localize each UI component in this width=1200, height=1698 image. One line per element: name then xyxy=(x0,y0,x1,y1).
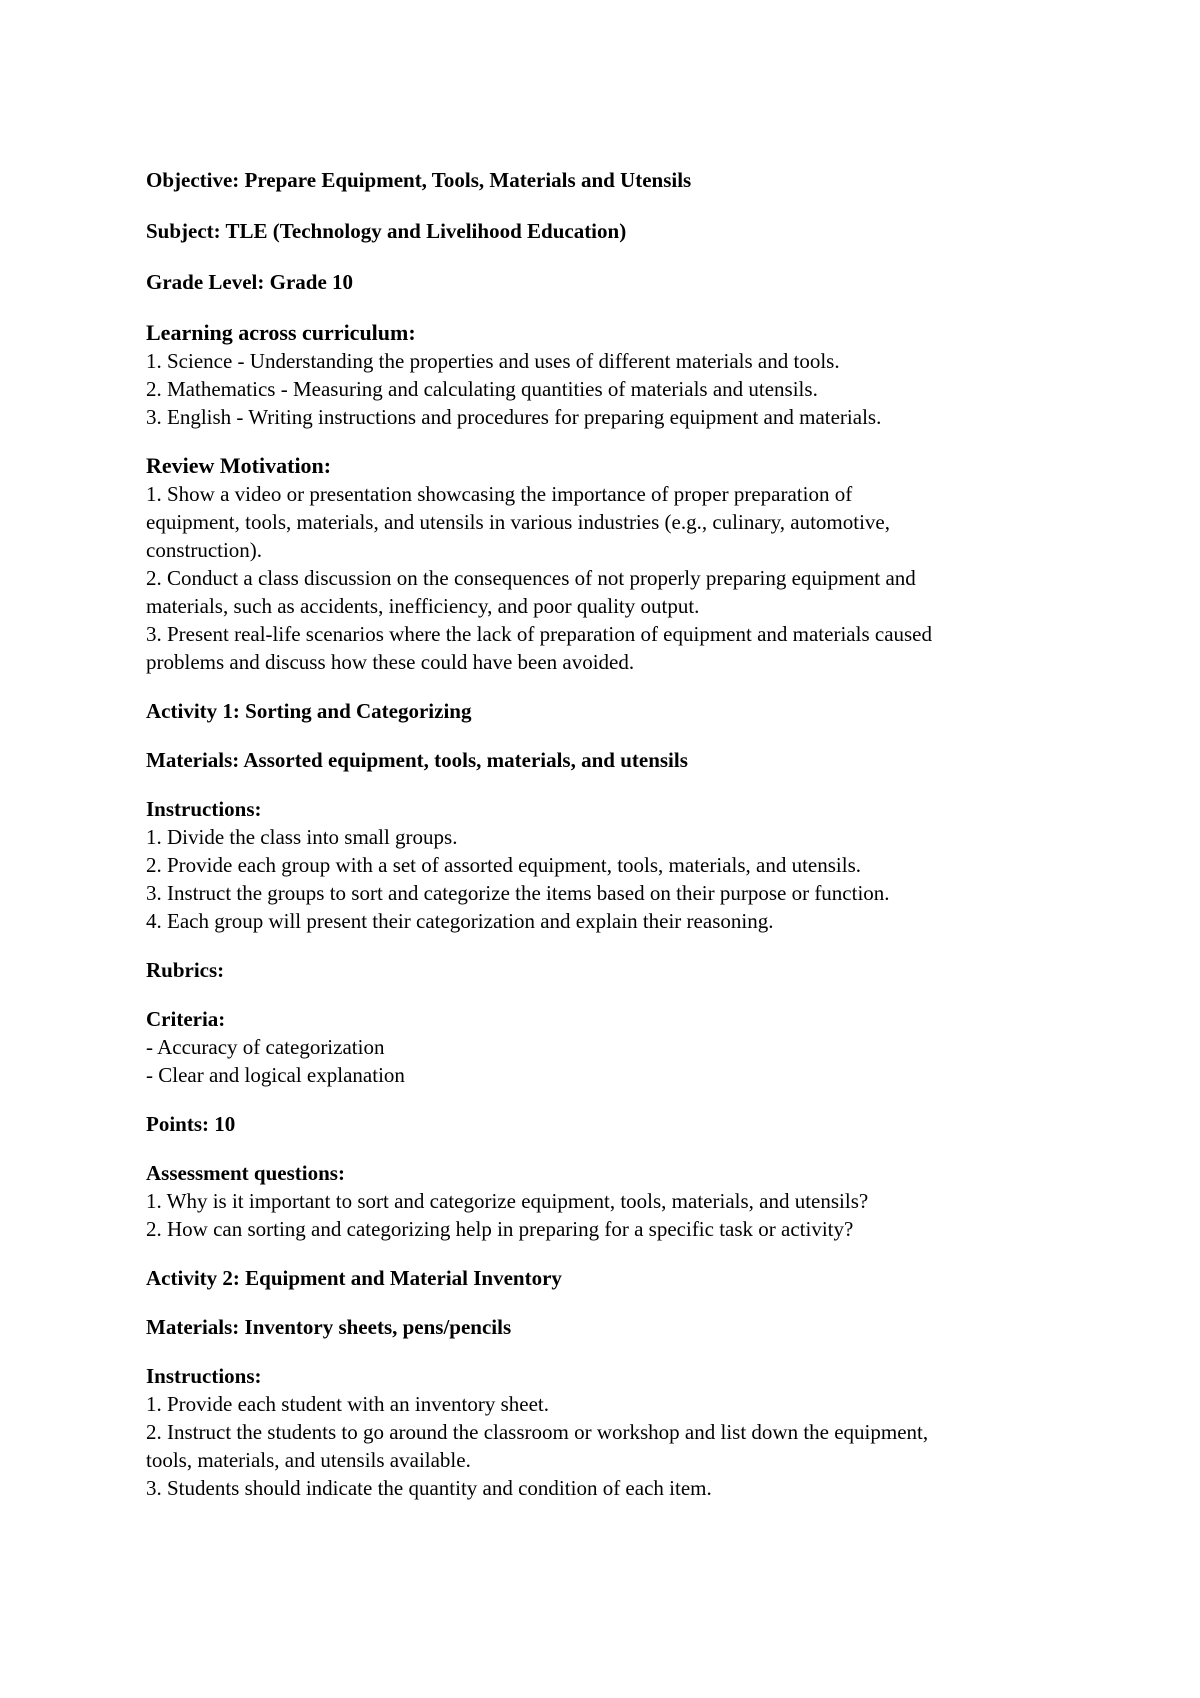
review-line: 3. Present real-life scenarios where the lack of preparation of equipment and materials caused xyxy=(146,622,933,646)
criteria-section xyxy=(146,1005,1086,1089)
criteria-item: - Accuracy of categorization xyxy=(146,1035,385,1059)
activity2-instructions xyxy=(146,1362,1086,1502)
criteria-item: - Clear and logical explanation xyxy=(146,1063,405,1087)
review-section xyxy=(146,452,1086,676)
criteria-heading: Criteria: xyxy=(146,1007,226,1031)
assessment-heading: Assessment questions: xyxy=(146,1161,345,1185)
review-line: 1. Show a video or presentation showcasing the importance of proper preparation of xyxy=(146,482,853,506)
learning-item: 3. English - Writing instructions and procedures for preparing equipment and materials. xyxy=(146,405,882,429)
rubrics-heading: Rubrics: xyxy=(146,958,225,982)
activity1-materials: Materials: Assorted equipment, tools, materials, and utensils xyxy=(146,748,688,772)
assessment-item: 1. Why is it important to sort and categorize equipment, tools, materials, and utensils? xyxy=(146,1189,869,1213)
review-line: 2. Conduct a class discussion on the consequences of not properly preparing equipment and xyxy=(146,566,916,590)
instruction-item: 1. Divide the class into small groups. xyxy=(146,825,458,849)
review-line: equipment, tools, materials, and utensils in various industries (e.g., culinary, automotive, xyxy=(146,510,890,534)
instructions-heading: Instructions: xyxy=(146,797,262,821)
learning-heading: Learning across curriculum: xyxy=(146,320,416,345)
objective-heading: Objective: Prepare Equipment, Tools, Materials and Utensils xyxy=(146,168,692,192)
instruction-item: tools, materials, and utensils available. xyxy=(146,1448,471,1472)
assessment-item: 2. How can sorting and categorizing help in preparing for a specific task or activity? xyxy=(146,1217,854,1241)
review-heading: Review Motivation: xyxy=(146,453,332,478)
document-page xyxy=(146,166,1086,1502)
activity2-materials: Materials: Inventory sheets, pens/pencils xyxy=(146,1315,512,1339)
review-line: materials, such as accidents, inefficiency, and poor quality output. xyxy=(146,594,700,618)
instruction-item: 4. Each group will present their categorization and explain their reasoning. xyxy=(146,909,774,933)
grade-level-heading: Grade Level: Grade 10 xyxy=(146,270,354,294)
learning-item: 1. Science - Understanding the properties and uses of different materials and tools. xyxy=(146,349,840,373)
activity2-title: Activity 2: Equipment and Material Inventory xyxy=(146,1266,562,1290)
subject-heading: Subject: TLE (Technology and Livelihood Education) xyxy=(146,219,627,243)
assessment-section xyxy=(146,1159,1086,1243)
instruction-item: 2. Instruct the students to go around the classroom or workshop and list down the equipment, xyxy=(146,1420,929,1444)
instructions-heading: Instructions: xyxy=(146,1364,262,1388)
instruction-item: 3. Instruct the groups to sort and categorize the items based on their purpose or function. xyxy=(146,881,890,905)
activity1-instructions xyxy=(146,795,1086,935)
instruction-item: 3. Students should indicate the quantity and condition of each item. xyxy=(146,1476,712,1500)
learning-item: 2. Mathematics - Measuring and calculating quantities of materials and utensils. xyxy=(146,377,818,401)
instruction-item: 1. Provide each student with an inventory sheet. xyxy=(146,1392,549,1416)
learning-section xyxy=(146,319,1086,431)
review-line: problems and discuss how these could have been avoided. xyxy=(146,650,635,674)
instruction-item: 2. Provide each group with a set of assorted equipment, tools, materials, and utensils. xyxy=(146,853,862,877)
points-heading: Points: 10 xyxy=(146,1112,236,1136)
review-line: construction). xyxy=(146,538,263,562)
activity1-title: Activity 1: Sorting and Categorizing xyxy=(146,699,472,723)
